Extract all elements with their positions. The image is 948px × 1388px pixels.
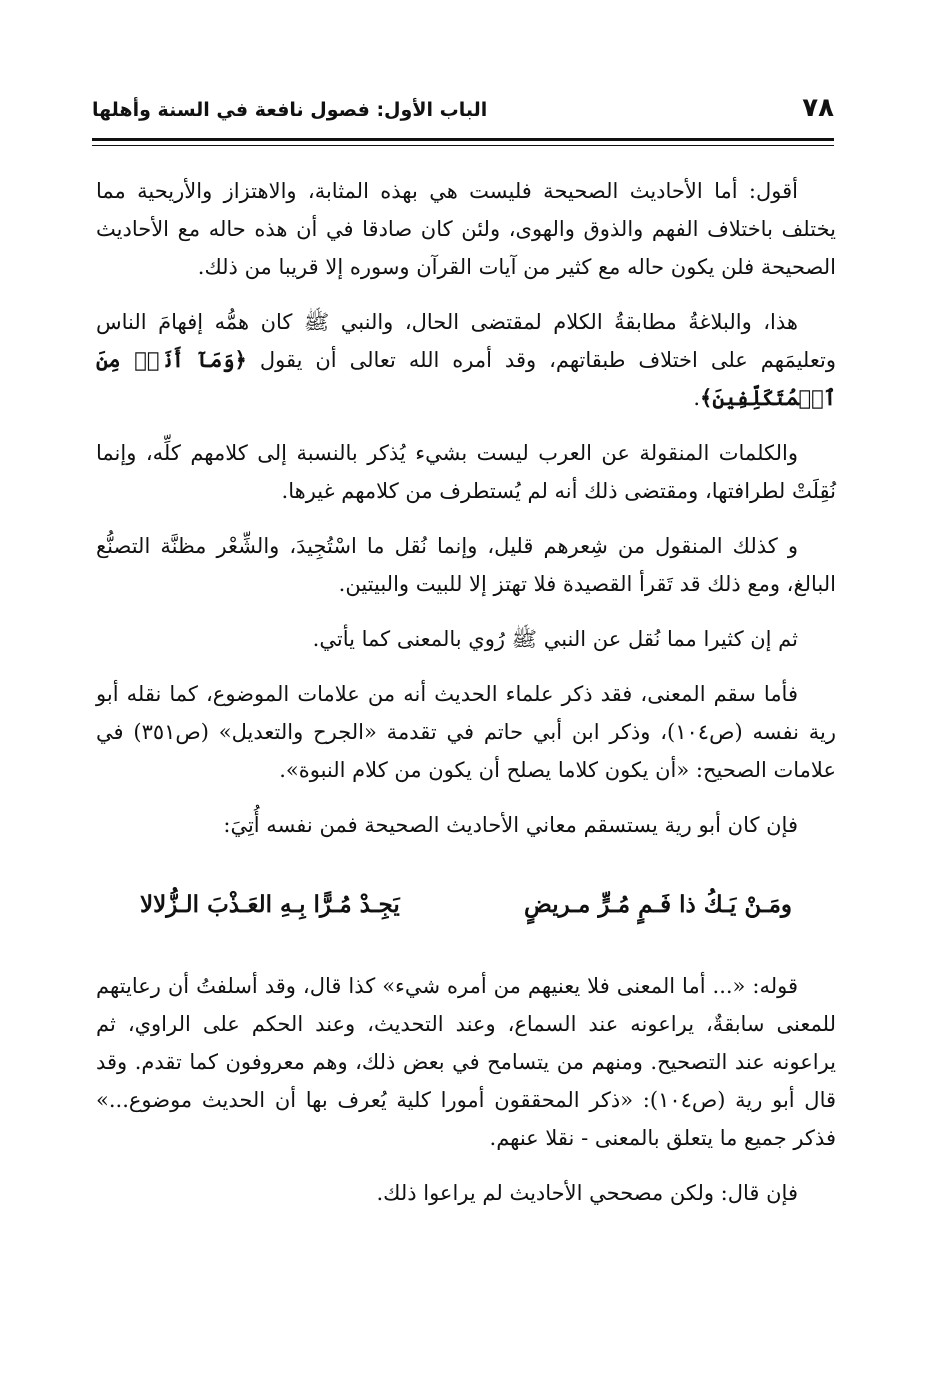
page-number: ٧٨ bbox=[802, 93, 834, 123]
paragraph-end: . bbox=[693, 386, 701, 410]
paragraph: ثم إن كثيرا مما نُقل عن النبي ﷺ رُوي بالمعنى كما يأتي. bbox=[312, 627, 798, 651]
paragraph: فإن قال: ولكن مصححي الأحاديث لم يراعوا ذلك. bbox=[376, 1181, 798, 1205]
verse-first-hemistich: ومَـنْ يَـكُ ذا فَـمٍ مُـرٍّ مـريضٍ bbox=[524, 891, 792, 918]
paragraph: والكلمات المنقولة عن العرب ليست بشيء يُذكر بالنسبة إلى كلامهم كلِّه، وإنما نُقِلَتْ لطرافتها، ومقتضى ذلك أنه لم يُستطرف من كلامهم غيرها. bbox=[96, 441, 836, 503]
paragraph-rhetoric bbox=[96, 303, 836, 417]
paragraph: فأما سقم المعنى، فقد ذكر علماء الحديث أنه من علامات الموضوع، كما نقله أبو رية نفسه (ص١٠٤)، وذكر ابن أبي حاتم في تقدمة «الجرح والتعديل» (ص٣٥١) في علامات الصحيح: «أن يكون كلاما يصلح أن يكون من كلام النبوة». bbox=[96, 682, 836, 782]
page-header bbox=[92, 92, 834, 132]
header-rule-thick bbox=[92, 138, 834, 141]
verse-second-hemistich: يَجِـدْ مُـرًّا بِـهِ العَـذْبَ الـزُّلالا bbox=[140, 891, 400, 918]
paragraph-text: هذا، والبلاغةُ مطابقةُ الكلام لمقتضى الحال، والنبي ﷺ كان همُّه إفهامَ الناس وتعليمَهم على اختلاف طبقاتهم، وقد أمره الله تعالى أن يقول bbox=[96, 310, 836, 372]
poetry-verse bbox=[96, 861, 836, 953]
paragraph: فإن كان أبو رية يستسقم معاني الأحاديث الصحيحة فمن نفسه أُتِيَ: bbox=[223, 813, 798, 837]
paragraph: أقول: أما الأحاديث الصحيحة فليست هي بهذه المثابة، والاهتزاز والأريحية مما يختلف باختلاف الفهم والذوق والهوى، ولئن كان صادقا في أن هذه حاله مع الأحاديث الصحيحة فلن يكون حاله مع كثير من آيات القرآن وسوره إلا قريبا من ذلك. bbox=[96, 179, 836, 279]
paragraph: قوله: «... أما المعنى فلا يعنيهم من أمره شيء» كذا قال، وقد أسلفتُ أن رعايتهم للمعنى سابقةٌ، يراعونه عند السماع، وعند التحديث، وعند الحكم على الراوي، ثم يراعونه عند التصحيح. ومنهم من يتسامح في بعض ذلك، وهم معروفون كما تقدم. وقد قال أبو رية (ص١٠٤): «ذكر المحققون أمورا كلية يُعرف بها أن الحديث موضوع...» فذكر جميع ما يتعلق بالمعنى - نقلا عنهم. bbox=[96, 974, 837, 1150]
running-title: الباب الأول: فصول نافعة في السنة وأهلها bbox=[92, 99, 488, 121]
quran-quote: ﴿وَمَآ أَنَا۠ مِنَ ٱلۡمُتَكَلِّفِينَ﴾ bbox=[96, 347, 836, 410]
header-rule-thin bbox=[92, 145, 834, 146]
body-text bbox=[96, 172, 836, 1229]
paragraph: و كذلك المنقول من شِعرهم قليل، وإنما نُقل ما اسْتُجِيدَ، والشِّعْر مظنَّة التصنُّع البالغ، ومع ذلك قد تَقرأ القصيدة فلا تهتز إلا للبيت والبيتين. bbox=[96, 534, 836, 596]
